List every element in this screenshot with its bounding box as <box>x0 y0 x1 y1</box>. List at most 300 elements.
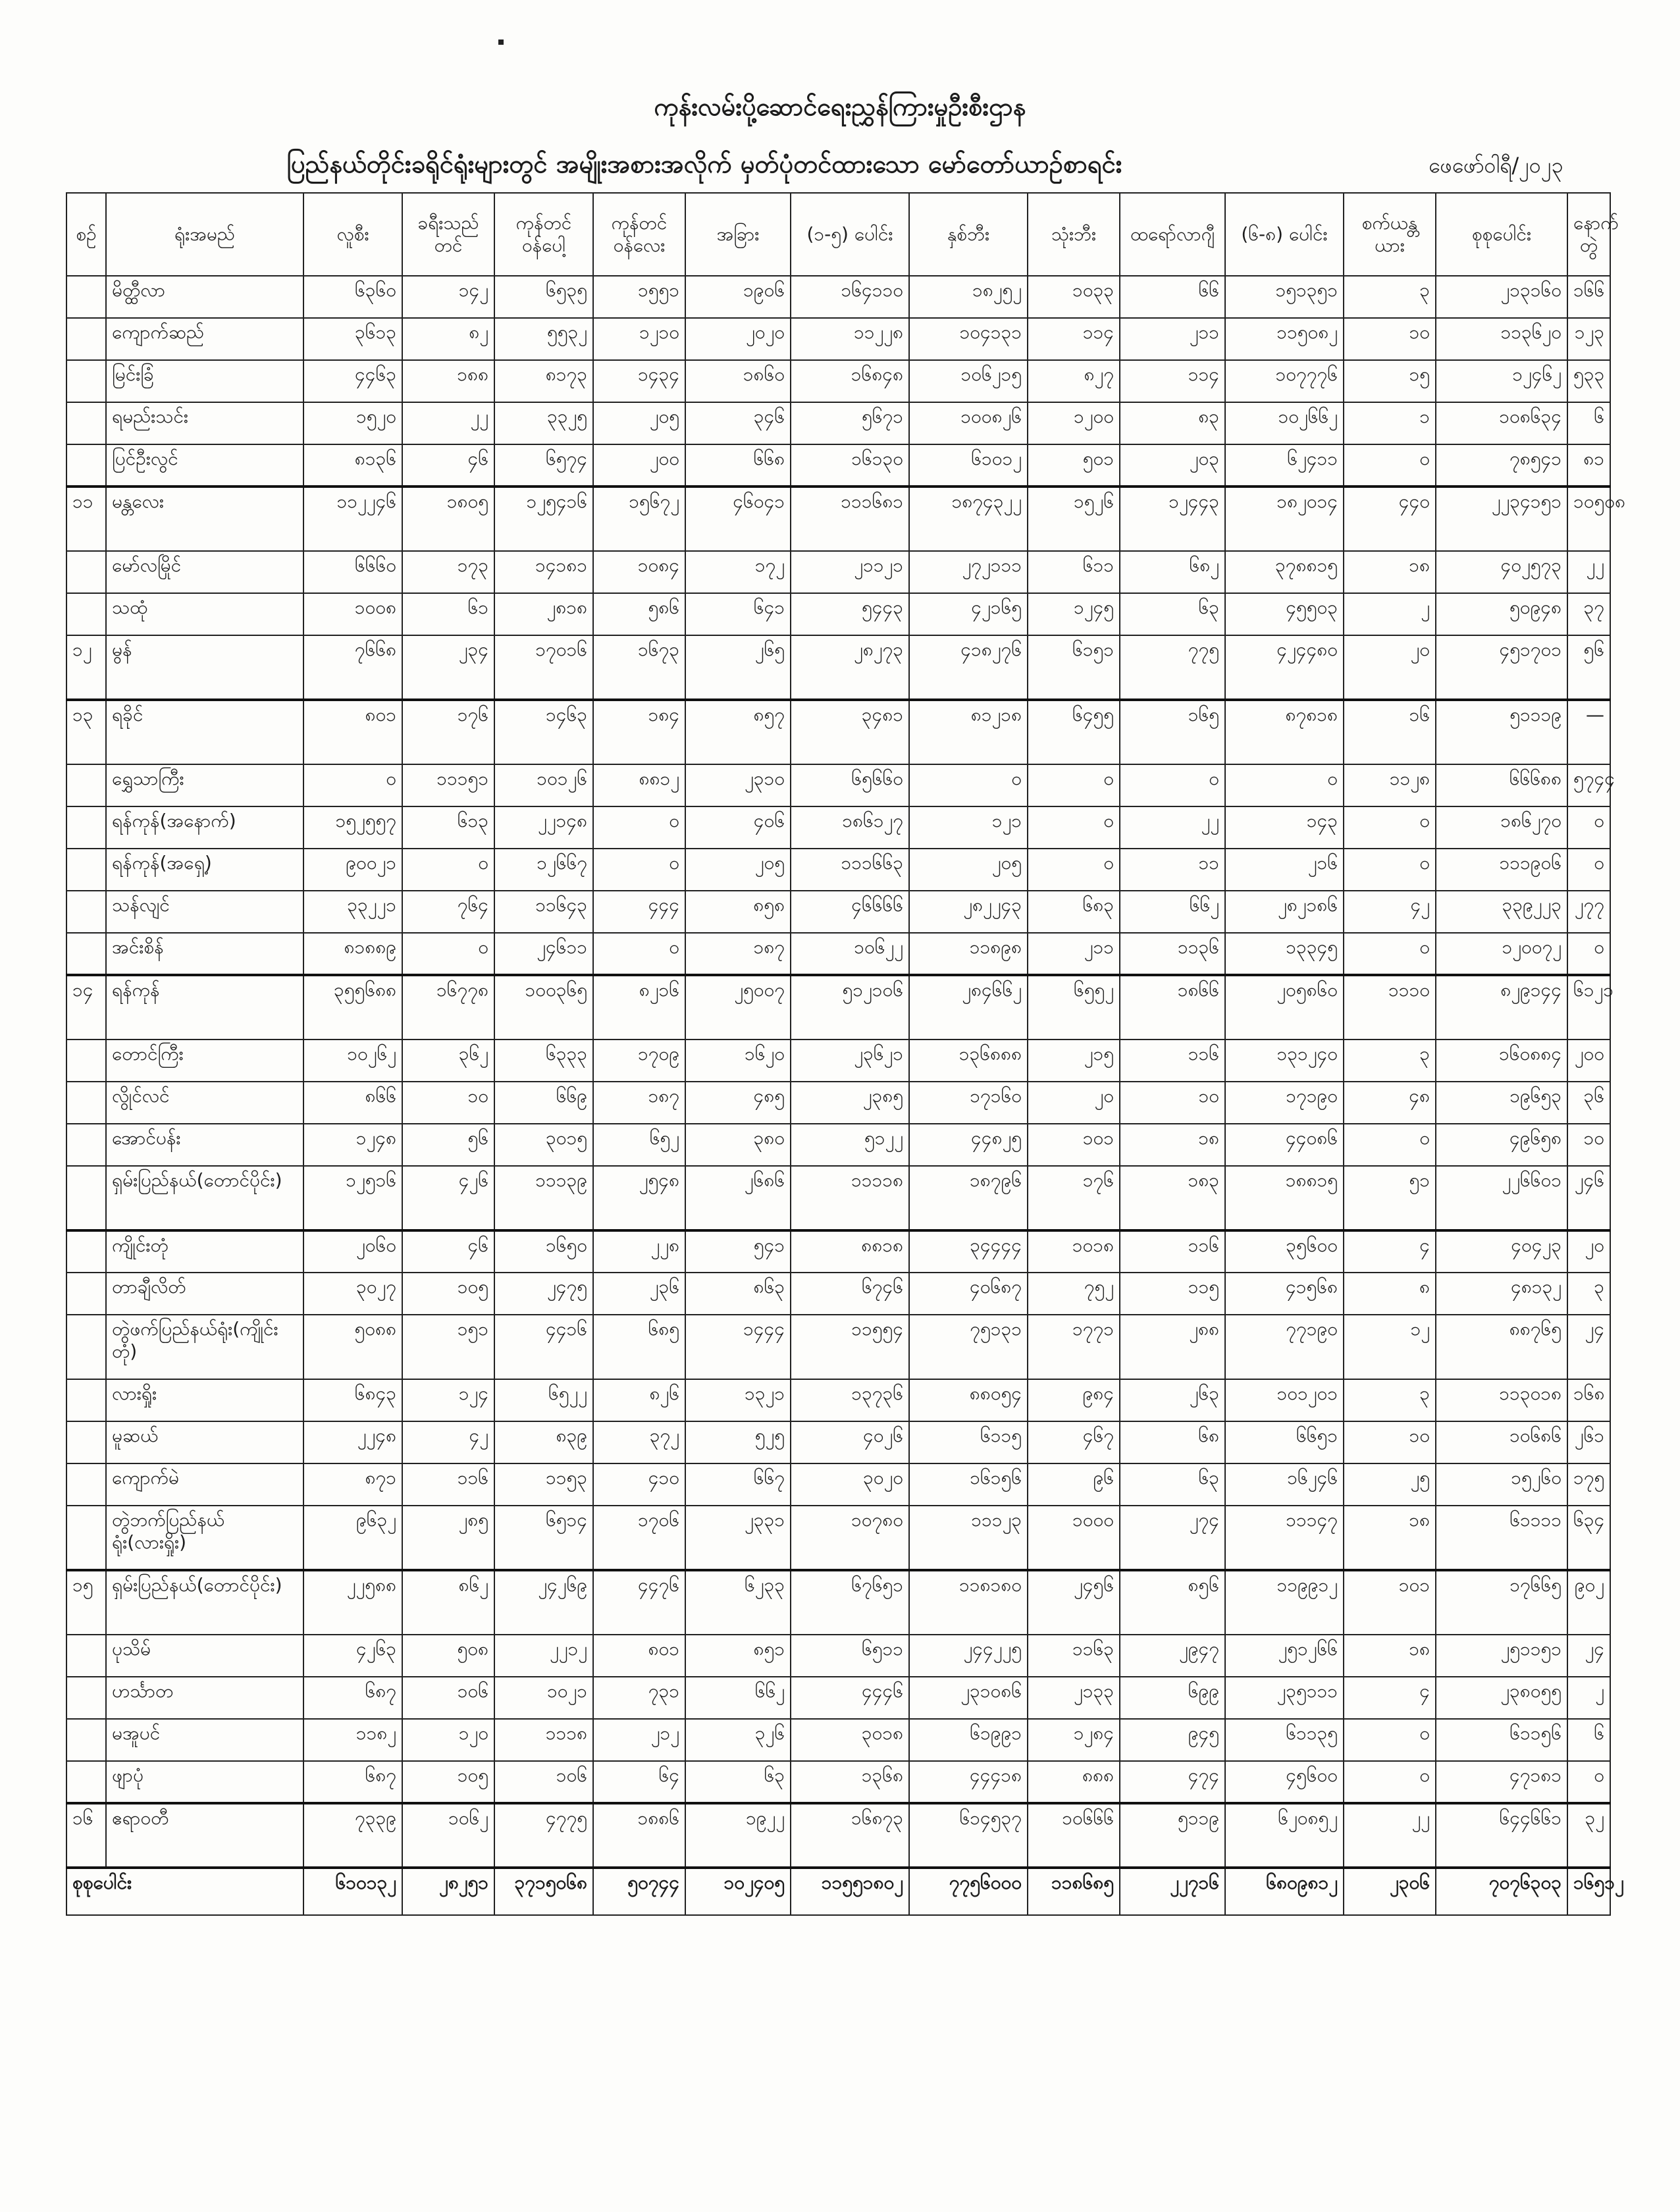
cell-value: ၁၀၅ <box>402 1273 494 1315</box>
table-row <box>66 276 1610 318</box>
cell-value: ၆၂၄၁၁ <box>1225 444 1344 487</box>
cell-value: ၁၇၁၉၀ <box>1225 1082 1344 1124</box>
cell-value: ၁၁၁၆၆၃ <box>791 849 909 891</box>
cell-value: ၉၆ <box>1028 1463 1120 1506</box>
cell-value: ၄၇၄ <box>1120 1761 1225 1803</box>
cell-value: ၁၈၇၄၃၂၂ <box>909 487 1028 551</box>
cell-value: ၁၁၃၀၁၈ <box>1436 1379 1567 1421</box>
cell-value: ၈၂၆ <box>593 1379 685 1421</box>
cell-value: ၁၈ <box>1344 1506 1436 1570</box>
cell-value: ၁၈ <box>1344 551 1436 593</box>
cell-value: ၇၆၄ <box>402 891 494 933</box>
cell-value: ၁၁၆ <box>402 1463 494 1506</box>
col-header: ကုန်တင်ဝန်လေး <box>593 193 685 276</box>
cell-value: ၂၀၅ <box>593 402 685 444</box>
cell-value: ၁၈ <box>1344 1635 1436 1677</box>
row-number: ၁၆ <box>66 1803 106 1868</box>
cell-value: ၁၁၁၃၉ <box>494 1166 593 1230</box>
cell-value: ၈၇၈၁၈ <box>1225 700 1344 764</box>
cell-value: ၁၇၁၆၀ <box>909 1082 1028 1124</box>
cell-value: ၃၀၁၅ <box>494 1124 593 1166</box>
cell-value: ၂၆၈၆ <box>685 1166 791 1230</box>
cell-value: ၆၈၂ <box>1120 551 1225 593</box>
table-row <box>66 1124 1610 1166</box>
cell-value: ၂၃၄ <box>402 635 494 700</box>
cell-value: ၁၆၈ <box>1567 1379 1610 1421</box>
cell-value: ၂၅ <box>1344 1463 1436 1506</box>
cell-value: ၃၄၄၄၄ <box>909 1230 1028 1273</box>
cell-value: ၈၅၁ <box>685 1635 791 1677</box>
cell-value: ၄၇၇၅ <box>494 1803 593 1868</box>
cell-value: ၄၂၆၃ <box>303 1635 402 1677</box>
row-number: ၁၄ <box>66 975 106 1040</box>
cell-value: ၁၄၁၈၁ <box>494 551 593 593</box>
row-number <box>66 1677 106 1719</box>
cell-value: ၁၀ <box>1120 1082 1225 1124</box>
cell-value: ၁၀၃၃ <box>1028 276 1120 318</box>
cell-value: ၁၁၁၈ <box>494 1719 593 1761</box>
cell-value: ၇၇၁၉၀ <box>1225 1315 1344 1379</box>
row-number <box>66 551 106 593</box>
cell-value: ၀ <box>909 764 1028 806</box>
cell-value: ၄၄၀၈၆ <box>1225 1124 1344 1166</box>
cell-value: ၁၇၀၉ <box>593 1040 685 1082</box>
cell-value: ၁၀ <box>1567 1124 1610 1166</box>
cell-value: ၇၃၃၉ <box>303 1803 402 1868</box>
cell-value: ၁၁၆၄၃ <box>494 891 593 933</box>
cell-value: ၄၀၂၆ <box>791 1421 909 1463</box>
col-header: သုံးဘီး <box>1028 193 1120 276</box>
cell-value: ၆၃၃၃ <box>494 1040 593 1082</box>
cell-value: ၆၈၇ <box>303 1761 402 1803</box>
cell-value: ၁၆ <box>1344 700 1436 764</box>
cell-value: ၁၀၈၄ <box>593 551 685 593</box>
cell-value: ၄၄၄၆ <box>791 1677 909 1719</box>
cell-value: ၃ <box>1567 1273 1610 1315</box>
cell-value: ၁၇၆ <box>1028 1166 1120 1230</box>
cell-value: ၂၀၆၀ <box>303 1230 402 1273</box>
office-name: ရန်ကုန် <box>106 975 303 1040</box>
cell-value: ၆ <box>1567 1719 1610 1761</box>
table-row <box>66 1570 1610 1635</box>
office-name: တွဲဘက်ပြည်နယ်ရုံး(လားရှိုး) <box>106 1506 303 1570</box>
cell-value: ၄၀၂၅၇၃ <box>1436 551 1567 593</box>
cell-value: ၈၈၁၈ <box>791 1230 909 1273</box>
cell-value: ၅၃၃ <box>1567 360 1610 402</box>
cell-value: ၁၀ <box>1344 318 1436 360</box>
cell-value: ၃၅၅၆၈၈ <box>303 975 402 1040</box>
cell-value: ၆၅၆၆၀ <box>791 764 909 806</box>
cell-value: ၆၄၅၅ <box>1028 700 1120 764</box>
cell-value: ၄၂ <box>1344 891 1436 933</box>
row-number <box>66 444 106 487</box>
office-name: ရှမ်းပြည်နယ်(တောင်ပိုင်း) <box>106 1166 303 1230</box>
cell-value: ၁၀၂၆၆၂ <box>1225 402 1344 444</box>
cell-value: ၉၆၃၂ <box>303 1506 402 1570</box>
cell-value: ၂၂၄၈ <box>303 1421 402 1463</box>
cell-value: ၂၅၀၀၇ <box>685 975 791 1040</box>
cell-value: ၂၆၅ <box>685 635 791 700</box>
cell-value: ၃၈၀ <box>685 1124 791 1166</box>
row-number <box>66 1421 106 1463</box>
cell-value: ၁၀၀၀ <box>1028 1506 1120 1570</box>
cell-value: ၁၁၁၀ <box>1344 975 1436 1040</box>
cell-value: ၁၄၆၃ <box>494 700 593 764</box>
table-row <box>66 1273 1610 1315</box>
cell-value: ၁၈၆၂၇၀ <box>1436 806 1567 849</box>
cell-value: ၄ <box>1344 1230 1436 1273</box>
cell-value: ၂၀၃ <box>1120 444 1225 487</box>
cell-value: ၄၅၁၇၀၁ <box>1436 635 1567 700</box>
cell-value: ၀ <box>1225 764 1344 806</box>
cell-value: ၈၈၁၂ <box>593 764 685 806</box>
cell-value: ၅၀၉၄၈ <box>1436 593 1567 635</box>
cell-value: ၁၁၅၃ <box>494 1463 593 1506</box>
cell-value: ၂၈၈ <box>1120 1315 1225 1379</box>
cell-value: ၁၂၀၀ <box>1028 402 1120 444</box>
cell-value: ၅၁ <box>1344 1166 1436 1230</box>
cell-value: ၆၃ <box>685 1761 791 1803</box>
cell-value: ၁၀၁၂၀၁ <box>1225 1379 1344 1421</box>
cell-value: ၃၇ <box>1567 593 1610 635</box>
cell-value: ၁၁၁၄၇ <box>1225 1506 1344 1570</box>
cell-value: ၂၁၁၂၁ <box>791 551 909 593</box>
cell-value: ၄၁၅၆၈ <box>1225 1273 1344 1315</box>
cell-value: ၃၄၈၁ <box>791 700 909 764</box>
cell-value: ၁၈၈၆ <box>593 1803 685 1868</box>
cell-value: ၁၈၂၀၁၄ <box>1225 487 1344 551</box>
cell-value: ၂၈၂၁၈၆ <box>1225 891 1344 933</box>
cell-value: ၄၅၅၀၃ <box>1225 593 1344 635</box>
cell-value: ၆၅၁၄ <box>494 1506 593 1570</box>
cell-value: ၁၀၂၆၂ <box>303 1040 402 1082</box>
cell-value: ၁၆၂၀ <box>685 1040 791 1082</box>
cell-value: ၆၅၂ <box>593 1124 685 1166</box>
cell-value: ၆၄၄၆၆၁ <box>1436 1803 1567 1868</box>
cell-value: ၁၂၅၁၆ <box>303 1166 402 1230</box>
cell-value: ၁၈၇ <box>593 1082 685 1124</box>
cell-value: ၄၆၆၆၆ <box>791 891 909 933</box>
cell-value: ၂၄ <box>1567 1635 1610 1677</box>
cell-value: ၃ <box>1344 276 1436 318</box>
col-header: စဉ် <box>66 193 106 276</box>
table-row <box>66 933 1610 975</box>
cell-value: ၁၃၇၃၆ <box>791 1379 909 1421</box>
row-number <box>66 1761 106 1803</box>
cell-value: ၆၈၄၃ <box>303 1379 402 1421</box>
cell-value: ၁၇၇၁ <box>1028 1315 1120 1379</box>
table-row <box>66 1315 1610 1379</box>
cell-value: ၈၂၁၆ <box>593 975 685 1040</box>
col-header: စက်ယန္တယား <box>1344 193 1436 276</box>
total-value: ၁၁၅၅၁၈၀၂ <box>791 1868 909 1915</box>
cell-value: ၂၂ <box>1344 1803 1436 1868</box>
reference-number: ဖေဖော်ဝါရီ/၂၀၂၃ <box>1429 153 1563 178</box>
cell-value: ၃၃၂၅ <box>494 402 593 444</box>
cell-value: ၅၆၇၁ <box>791 402 909 444</box>
cell-value: ၄၂၄၄၈၀ <box>1225 635 1344 700</box>
cell-value: ၁၁၁၅၁ <box>402 764 494 806</box>
cell-value: ၂၃၆ <box>593 1273 685 1315</box>
cell-value: ၀ <box>1344 933 1436 975</box>
cell-value: ၁၇၆၆၅ <box>1436 1570 1567 1635</box>
table-row <box>66 1230 1610 1273</box>
cell-value: ၂၈၄၆၆၂ <box>909 975 1028 1040</box>
cell-value: ၀ <box>402 849 494 891</box>
cell-value: ၁၅၅၁ <box>593 276 685 318</box>
cell-value: ၄၅၆၀၀ <box>1225 1761 1344 1803</box>
cell-value: ၁၂၈၄ <box>1028 1719 1120 1761</box>
cell-value: ၂၂၆၆၀၁ <box>1436 1166 1567 1230</box>
cell-value: ၉၀၀၂၁ <box>303 849 402 891</box>
cell-value: ၁၁၁၆၈၁ <box>791 487 909 551</box>
table-row <box>66 1379 1610 1421</box>
col-header: (၁-၅) ပေါင်း <box>791 193 909 276</box>
cell-value: ၂၄၇၅ <box>494 1273 593 1315</box>
cell-value: ၆၈ <box>1120 1421 1225 1463</box>
cell-value: ၆၇၄၆ <box>791 1273 909 1315</box>
cell-value: ၁၇၆ <box>402 700 494 764</box>
cell-value: ၆၁၂၁ <box>1567 975 1610 1040</box>
cell-value: ၃၇၂ <box>593 1421 685 1463</box>
cell-value: ၁၅၁၃၅၁ <box>1225 276 1344 318</box>
cell-value: ၅၂၅ <box>685 1421 791 1463</box>
cell-value: ၆၅၇၄ <box>494 444 593 487</box>
row-number <box>66 1082 106 1124</box>
cell-value: ၀ <box>1344 1761 1436 1803</box>
cell-value: ၁၇၀၁၆ <box>494 635 593 700</box>
cell-value: ၄၀၄၂၃ <box>1436 1230 1567 1273</box>
total-value: ၅၀၇၄၄ <box>593 1868 685 1915</box>
cell-value: ၆၁၁၁၁ <box>1436 1506 1567 1570</box>
cell-value: ၂၀၅၈၆၀ <box>1225 975 1344 1040</box>
cell-value: ၁၈၃ <box>1120 1166 1225 1230</box>
cell-value: ၁၁၈၂ <box>303 1719 402 1761</box>
office-name: တာချီလိတ် <box>106 1273 303 1315</box>
row-number <box>66 1379 106 1421</box>
total-value: ၂၂၇၁၆ <box>1120 1868 1225 1915</box>
cell-value: ၁၅၂၆ <box>1028 487 1120 551</box>
cell-value: ၆ <box>1567 402 1610 444</box>
cell-value: ၂၈၂၇၃ <box>791 635 909 700</box>
cell-value: ၁၁၄ <box>1028 318 1120 360</box>
cell-value: ၄၄၄ <box>593 891 685 933</box>
cell-value: ၁၄၂ <box>402 276 494 318</box>
cell-value: ၂၃၁၀၈၆ <box>909 1677 1028 1719</box>
row-number <box>66 360 106 402</box>
row-number <box>66 1506 106 1570</box>
row-number <box>66 764 106 806</box>
cell-value: ၁၅၂၆၀ <box>1436 1463 1567 1506</box>
cell-value: ၁၈၈ <box>402 360 494 402</box>
cell-value: ၂၁၆ <box>1225 849 1344 891</box>
table-row <box>66 1506 1610 1570</box>
cell-value: ၂၃၅၁၁၁ <box>1225 1677 1344 1719</box>
total-label: စုစုပေါင်း <box>66 1868 303 1915</box>
cell-value: ၅၀၈၈ <box>303 1315 402 1379</box>
cell-value: ၃၃၂၂၁ <box>303 891 402 933</box>
table-body <box>66 276 1625 1915</box>
office-name: ပုသိမ် <box>106 1635 303 1677</box>
cell-value: ၈၂ <box>402 318 494 360</box>
row-number <box>66 806 106 849</box>
office-name: မိတ္ထီလာ <box>106 276 303 318</box>
office-name: အောင်ပန်း <box>106 1124 303 1166</box>
col-header: ထရော်လာဂျီ <box>1120 193 1225 276</box>
cell-value: ၄၄၈၂၅ <box>909 1124 1028 1166</box>
total-value: ၇၀၇၆၃၀၃ <box>1436 1868 1567 1915</box>
cell-value: ၃၅၆၀၀ <box>1225 1230 1344 1273</box>
cell-value: ၀ <box>593 849 685 891</box>
office-name: မွန် <box>106 635 303 700</box>
office-name: မော်လမြိုင် <box>106 551 303 593</box>
total-value: ၃၇၁၅၀၆၈ <box>494 1868 593 1915</box>
cell-value: ၁၃၃၄၅ <box>1225 933 1344 975</box>
cell-value: ၆၁၃ <box>402 806 494 849</box>
office-name: ရွှေသာကြီး <box>106 764 303 806</box>
cell-value: ၈၆၂ <box>402 1570 494 1635</box>
office-name: အင်းစိန် <box>106 933 303 975</box>
cell-value: ၁၁၆ <box>1120 1040 1225 1082</box>
cell-value: ၁၀၆၂၁၅ <box>909 360 1028 402</box>
cell-value: ၂၇၄ <box>1120 1506 1225 1570</box>
cell-value: ၂၀၂၀ <box>685 318 791 360</box>
table-row <box>66 1635 1610 1677</box>
cell-value: ၆၁ <box>402 593 494 635</box>
cell-value: ၁ <box>1344 402 1436 444</box>
cell-value: ၁၄၃ <box>1225 806 1344 849</box>
table-row <box>66 1082 1610 1124</box>
cell-value: ၁၉၀၆ <box>685 276 791 318</box>
cell-value: ၆၉၉ <box>1120 1677 1225 1719</box>
row-number: ၁၅ <box>66 1570 106 1635</box>
cell-value: ၁၃၁၂၄၀ <box>1225 1040 1344 1082</box>
cell-value: ၆၆၂ <box>1120 891 1225 933</box>
cell-value: ၁၂၄၄၃ <box>1120 487 1225 551</box>
cell-value: ၈၈၇၆၅ <box>1436 1315 1567 1379</box>
cell-value: ၂၀၅ <box>685 849 791 891</box>
cell-value: ၃၀၁၈ <box>791 1719 909 1761</box>
cell-value: ၅၈၆ <box>593 593 685 635</box>
office-name: ရမည်းသင်း <box>106 402 303 444</box>
cell-value: ၁၁၁၁၈ <box>791 1166 909 1230</box>
cell-value: ၈၅၆ <box>1120 1570 1225 1635</box>
office-name: ဧရာဝတီ <box>106 1803 303 1868</box>
cell-value: ၁၀၇၈၀ <box>791 1506 909 1570</box>
total-value: ၂၈၂၅၁ <box>402 1868 494 1915</box>
cell-value: ၂၆၁ <box>1567 1421 1610 1463</box>
cell-value: ၀ <box>402 933 494 975</box>
cell-value: ၃ <box>1344 1040 1436 1082</box>
total-value: ၆၁၀၁၃၂ <box>303 1868 402 1915</box>
cell-value: ၂၅၁၂၆၆ <box>1225 1635 1344 1677</box>
cell-value: ၄၂၁၆၅ <box>909 593 1028 635</box>
cell-value: ၁၂၅၄၁၆ <box>494 487 593 551</box>
cell-value: ၁၀၇၇၇၆ <box>1225 360 1344 402</box>
cell-value: ၁၂၄၈ <box>303 1124 402 1166</box>
cell-value: ၁၁၁၂၃ <box>909 1506 1028 1570</box>
cell-value: ၁၆၁၅၆ <box>909 1463 1028 1506</box>
cell-value: ၆၃၄ <box>1567 1506 1610 1570</box>
cell-value: ၂၂၁၂ <box>494 1635 593 1677</box>
cell-value: ၂၈၅ <box>402 1506 494 1570</box>
cell-value: ၁၂ <box>1344 1315 1436 1379</box>
cell-value: ၈ <box>1344 1273 1436 1315</box>
cell-value: ၀ <box>1567 849 1610 891</box>
cell-value: ၀ <box>1120 764 1225 806</box>
cell-value: ၂၁၅ <box>1028 1040 1120 1082</box>
office-name: ရခိုင် <box>106 700 303 764</box>
cell-value: ၁၁၃၆ <box>1120 933 1225 975</box>
col-header: (၆-၈) ပေါင်း <box>1225 193 1344 276</box>
cell-value: ၇၈၅၄၁ <box>1436 444 1567 487</box>
cell-value: ၈၂၇ <box>1028 360 1120 402</box>
cell-value: ၆၅၁၁ <box>791 1635 909 1677</box>
cell-value: ၆၁၁၅၆ <box>1436 1719 1567 1761</box>
cell-value: ၅၁၁၁၉ <box>1436 700 1567 764</box>
cell-value: ၁၂၃ <box>1567 318 1610 360</box>
cell-value: ၇၃၁ <box>593 1677 685 1719</box>
cell-value: ၁၄၃၄ <box>593 360 685 402</box>
cell-value: ၂၄၂၆၉ <box>494 1570 593 1635</box>
cell-value: ၁၀၂၁ <box>494 1677 593 1719</box>
row-number <box>66 1040 106 1082</box>
cell-value: ၁၀၁၈ <box>1028 1230 1120 1273</box>
cell-value: ၆၈၃ <box>1028 891 1120 933</box>
cell-value: ၁၁၁၉၀၆ <box>1436 849 1567 891</box>
cell-value: ၁၁၂၈ <box>1344 764 1436 806</box>
total-value: ၆၈၀၉၈၁၂ <box>1225 1868 1344 1915</box>
cell-value: ၂၂၅၈၈ <box>303 1570 402 1635</box>
cell-value: ၁၅၂၅၅၇ <box>303 806 402 849</box>
cell-value: ၁၀၅ <box>402 1761 494 1803</box>
cell-value: ၄၆ <box>402 444 494 487</box>
cell-value: ၆၈၇ <box>303 1677 402 1719</box>
office-name: ပြင်ဦးလွင် <box>106 444 303 487</box>
row-number <box>66 318 106 360</box>
cell-value: ၁၁၈၁၈၀ <box>909 1570 1028 1635</box>
cell-value: ၆၄၁ <box>685 593 791 635</box>
cell-value: ၉၈၄ <box>1028 1379 1120 1421</box>
cell-value: ၇၇၅ <box>1120 635 1225 700</box>
table-row <box>66 700 1610 764</box>
table-row <box>66 318 1610 360</box>
cell-value: ၆၁၄၅၃၇ <box>909 1803 1028 1868</box>
cell-value: ၆၁၉၉၁ <box>909 1719 1028 1761</box>
cell-value: ၂၃၈၅ <box>791 1082 909 1124</box>
cell-value: ၁၄၄၄ <box>685 1315 791 1379</box>
cell-value: ၂၆၃ <box>1120 1379 1225 1421</box>
office-name: ရှမ်းပြည်နယ်(တောင်ပိုင်း) <box>106 1570 303 1635</box>
office-name: ရန်ကုန်(အရှေ့) <box>106 849 303 891</box>
cell-value: ၁၀၆၂ <box>402 1803 494 1868</box>
cell-value: ၂၈၂၂၄၃ <box>909 891 1028 933</box>
office-name: ဖျာပုံ <box>106 1761 303 1803</box>
cell-value: ၁၈၂၅၂ <box>909 276 1028 318</box>
cell-value: ၈၅၇ <box>685 700 791 764</box>
cell-value: ၁၂၄၅ <box>1028 593 1120 635</box>
cell-value: ၅၇၄၄ <box>1567 764 1610 806</box>
cell-value: ၈၈၈ <box>1028 1761 1120 1803</box>
cell-value: ၆၅၃၅ <box>494 276 593 318</box>
table-row <box>66 1421 1610 1463</box>
cell-value: ၆၆၇ <box>685 1463 791 1506</box>
cell-value: ၆၁၀၁၂ <box>909 444 1028 487</box>
cell-value: ၃၇၈၈၁၅ <box>1225 551 1344 593</box>
cell-value: ၄၄၁၆ <box>494 1315 593 1379</box>
cell-value: ၆၆၂ <box>685 1677 791 1719</box>
cell-value: ၁၇၃ <box>402 551 494 593</box>
